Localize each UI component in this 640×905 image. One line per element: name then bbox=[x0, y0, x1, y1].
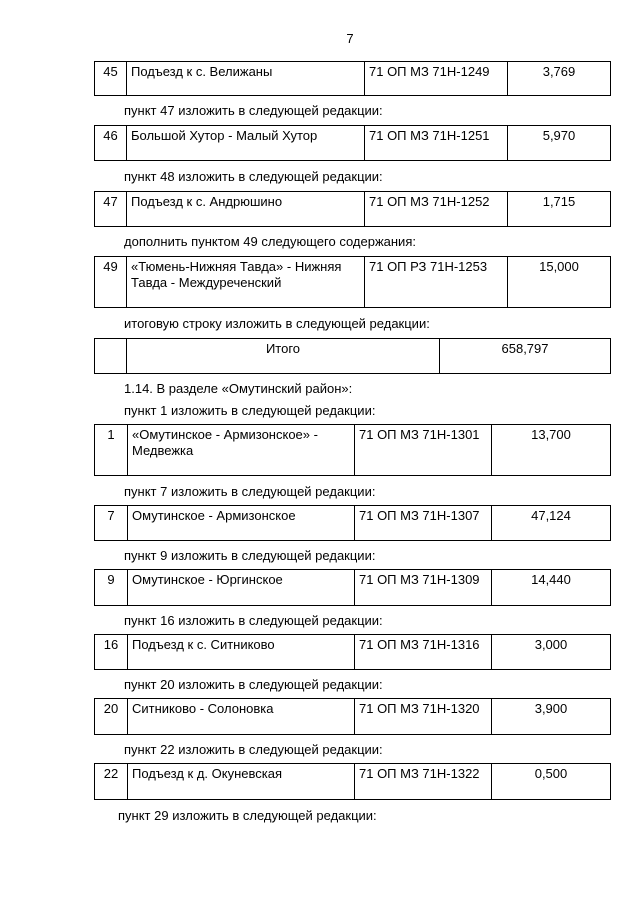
road-name: Омутинское - Армизонское bbox=[128, 506, 355, 541]
road-length: 13,700 bbox=[492, 425, 611, 476]
road-code: 71 ОП РЗ 71Н-1253 bbox=[365, 257, 508, 308]
row-number: 9 bbox=[95, 570, 128, 606]
road-length: 3,000 bbox=[492, 635, 611, 670]
road-row-9 bbox=[94, 569, 611, 606]
instruction-text: пункт 47 изложить в следующей редакции: bbox=[124, 103, 383, 118]
road-length: 1,715 bbox=[508, 192, 611, 227]
row-number: 16 bbox=[95, 635, 128, 670]
road-code: 71 ОП МЗ 71Н-1316 bbox=[355, 635, 492, 670]
road-row-47 bbox=[94, 191, 611, 227]
road-code: 71 ОП МЗ 71Н-1307 bbox=[355, 506, 492, 541]
instruction-text: пункт 16 изложить в следующей редакции: bbox=[124, 613, 383, 628]
instruction-text: пункт 48 изложить в следующей редакции: bbox=[124, 169, 383, 184]
road-row-16 bbox=[94, 634, 611, 670]
road-length: 15,000 bbox=[508, 257, 611, 308]
road-code: 71 ОП МЗ 71Н-1320 bbox=[355, 699, 492, 735]
road-length: 14,440 bbox=[492, 570, 611, 606]
page-number: 7 bbox=[346, 31, 354, 46]
instruction-text: пункт 7 изложить в следующей редакции: bbox=[124, 484, 376, 499]
road-code: 71 ОП МЗ 71Н-1309 bbox=[355, 570, 492, 606]
road-row-46 bbox=[94, 125, 611, 161]
road-name: «Омутинское - Армизонское» - Медвежка bbox=[128, 425, 355, 476]
road-name: Подъезд к с. Ситниково bbox=[128, 635, 355, 670]
road-code: 71 ОП МЗ 71Н-1252 bbox=[365, 192, 508, 227]
road-name: Подъезд к д. Окуневская bbox=[128, 764, 355, 800]
road-length: 47,124 bbox=[492, 506, 611, 541]
total-label: Итого bbox=[127, 339, 440, 374]
road-name: Подъезд к с. Андрюшино bbox=[127, 192, 365, 227]
road-length: 5,970 bbox=[508, 126, 611, 161]
road-name: Подъезд к с. Велижаны bbox=[127, 62, 365, 96]
road-row-20 bbox=[94, 698, 611, 735]
road-length: 3,769 bbox=[508, 62, 611, 96]
instruction-text: пункт 29 изложить в следующей редакции: bbox=[118, 808, 377, 823]
road-name: Омутинское - Юргинское bbox=[128, 570, 355, 606]
road-row-1 bbox=[94, 424, 611, 476]
total-row bbox=[94, 338, 611, 374]
instruction-text: итоговую строку изложить в следующей редакции: bbox=[124, 316, 430, 331]
road-length: 0,500 bbox=[492, 764, 611, 800]
road-row-49 bbox=[94, 256, 611, 308]
total-empty-cell bbox=[95, 339, 127, 374]
row-number: 22 bbox=[95, 764, 128, 800]
row-number: 45 bbox=[95, 62, 127, 96]
total-value: 658,797 bbox=[440, 339, 611, 374]
road-code: 71 ОП МЗ 71Н-1322 bbox=[355, 764, 492, 800]
road-name: Большой Хутор - Малый Хутор bbox=[127, 126, 365, 161]
road-name: «Тюмень-Нижняя Тавда» - Нижняя Тавда - Междуреченский bbox=[127, 257, 365, 308]
road-row-45 bbox=[94, 61, 611, 96]
instruction-text: пункт 1 изложить в следующей редакции: bbox=[124, 403, 376, 418]
road-code: 71 ОП МЗ 71Н-1249 bbox=[365, 62, 508, 96]
row-number: 1 bbox=[95, 425, 128, 476]
road-code: 71 ОП МЗ 71Н-1301 bbox=[355, 425, 492, 476]
road-row-7 bbox=[94, 505, 611, 541]
row-number: 49 bbox=[95, 257, 127, 308]
instruction-text: пункт 9 изложить в следующей редакции: bbox=[124, 548, 376, 563]
row-number: 20 bbox=[95, 699, 128, 735]
row-number: 46 bbox=[95, 126, 127, 161]
road-length: 3,900 bbox=[492, 699, 611, 735]
road-code: 71 ОП МЗ 71Н-1251 bbox=[365, 126, 508, 161]
road-name: Ситниково - Солоновка bbox=[128, 699, 355, 735]
row-number: 47 bbox=[95, 192, 127, 227]
instruction-text: пункт 22 изложить в следующей редакции: bbox=[124, 742, 383, 757]
road-row-22 bbox=[94, 763, 611, 800]
instruction-text: дополнить пунктом 49 следующего содержания: bbox=[124, 234, 416, 249]
section-heading: 1.14. В разделе «Омутинский район»: bbox=[124, 381, 353, 396]
instruction-text: пункт 20 изложить в следующей редакции: bbox=[124, 677, 383, 692]
row-number: 7 bbox=[95, 506, 128, 541]
